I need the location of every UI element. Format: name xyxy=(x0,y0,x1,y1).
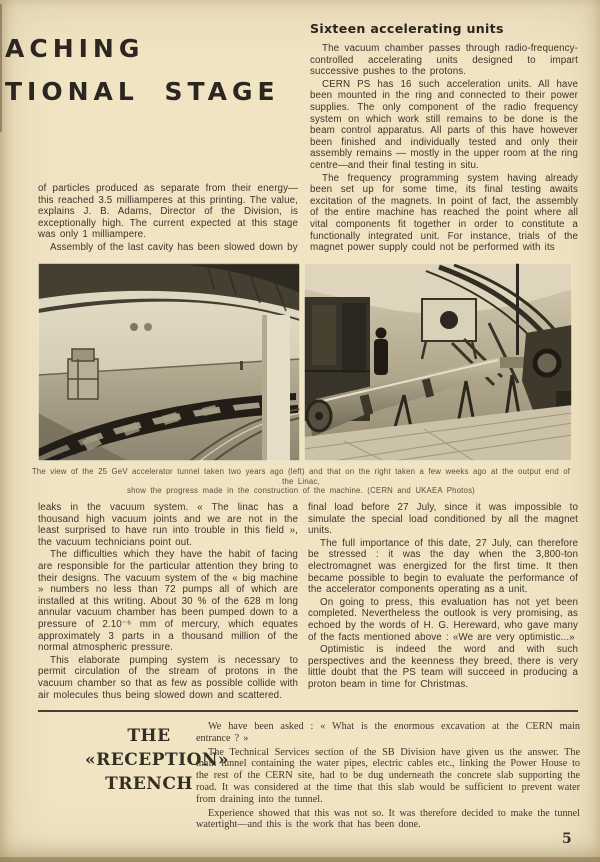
article-paragraph: The frequency programming system having already been set up for some time, its final testing awaits excitation of the magnets. In point of fact, the assembly of the entire machine has reached the point where all vital components fit together in order to constitute a functionally integrated unit. For instance, trials of the magnet power supply could not be performed with its xyxy=(310,172,578,254)
headline-line-2: TIONAL STAGE xyxy=(5,77,280,106)
article-paragraph: final load before 27 July, since it was impossible to simulate the special load conditioned by all the magnet units. xyxy=(308,502,578,537)
column-right-bottom xyxy=(308,502,578,692)
article-paragraph: CERN PS has 16 such acceleration units. All have been mounted in the ring and connected to their power supplies. The only component of the radio frequency system on which work still remains to be done is the beam control apparatus. All parts of this have however been finished and individually tested and only their assembly remains — mostly in the upper room at the ring centre—and their final testing in situ. xyxy=(310,78,578,171)
equipment-rack xyxy=(68,349,98,399)
article-paragraph: Optimistic is indeed the word and with such perspectives and the keenness they breed, there is very little doubt that the PS team will succeed in producing a proton beam in time for Christmas. xyxy=(308,644,578,690)
article-paragraph: This elaborate pumping system is necessary to permit circulation of the stream of protons in the vacuum chamber so that as few as possible collide with air molecules thus being slowed down and scattered. xyxy=(38,654,298,701)
article-headline xyxy=(5,27,280,113)
tunnel-photo xyxy=(38,263,300,461)
article-paragraph: On going to press, this evaluation has not yet been completed. Nevertheless the outlook is very promising, as echoed by the words of H. G. Hereward, who gave many of the facts mentioned above : «We are very optimistic...» xyxy=(308,596,578,643)
article-paragraph: We have been asked : « What is the enormous excavation at the CERN main entrance ? » xyxy=(196,721,580,744)
reception-title-line-3: TRENCH xyxy=(105,774,193,794)
article-paragraph: The difficulties which they have the habit of facing are responsible for the particular attention they bring to their designs. The vacuum system of the « big machine » numbers no less than 72 pumps all of which are installed at this writing. About 30 % of the 628 m long annular vacuum chamber has been pumped down to a pressure of 2.10⁻⁶ mm of mercury, which equates approximately 3 parts in a thousand million of the normal atmospheric pressure. xyxy=(38,549,298,654)
linac-photo-illustration xyxy=(304,263,572,461)
scan-edge-artifact xyxy=(0,4,2,132)
section-divider-rule xyxy=(38,710,578,712)
reception-title-line-1: THE xyxy=(127,726,171,746)
article-paragraph: The Technical Services section of the SB Division have given us the answer. The main tunnel containing the water pipes, electric cables etc., linking the Power House to the rest of the CERN site, had to be dug underneath the concrete slab supporting the road. It was considered at the time that this slab would be sufficient to prevent water from draining into the tunnel. xyxy=(196,746,580,805)
article-paragraph: leaks in the vacuum system. « The linac has a thousand high vacuum joints and we are not in the least surprised to have run into trouble in this field », the vacuum technicians point out. xyxy=(38,502,298,548)
tunnel-photo-illustration xyxy=(38,263,300,461)
column-left-bottom xyxy=(38,502,298,702)
photo-caption-line-1: The view of the 25 GeV accelerator tunnel taken two years ago (left) and that on the right taken a few weeks ago at the output end of the Linac, xyxy=(31,467,571,486)
reception-title-line-2: «RECEPTION» xyxy=(85,750,230,770)
article-paragraph: of particles produced as separate from their energy— this reached 3.5 milliamperes at this printing. The value, explains J. B. Adams, Director of the Division, is exceptionally high. The current expected at this stage was only 1 milliampere. xyxy=(38,183,298,241)
photo-caption xyxy=(28,467,574,496)
section-heading: Sixteen accelerating units xyxy=(310,21,504,36)
photo-caption-line-2: show the progress made in the construction of the machine. (CERN and UKAEA Photos) xyxy=(127,486,475,496)
headline-line-1: ACHING xyxy=(5,34,145,63)
page-number: 5 xyxy=(562,831,572,847)
column-left-top xyxy=(38,183,298,255)
reception-trench-text xyxy=(196,721,580,833)
reception-trench-title xyxy=(85,724,230,796)
article-paragraph: The vacuum chamber passes through radio-frequency-controlled accelerating units designed to impart successive pushes to the protons. xyxy=(310,43,578,78)
article-paragraph: Experience showed that this was not so. It was therefore decided to make the tunnel watertight—and this is the work that has been done. xyxy=(196,807,580,831)
column-right-top xyxy=(310,22,578,255)
technician-figure xyxy=(374,328,388,376)
article-paragraph: The full importance of this date, 27 July, can therefore be stressed : it was the day when the 3,800-ton electromagnet was energized for the first time. It then became possible to begin to evaluate the performance of the accelerator components operating as a unit. xyxy=(308,537,578,596)
scan-bottom-edge xyxy=(0,857,600,862)
article-paragraph: Assembly of the last cavity has been slowed down by xyxy=(50,241,298,253)
linac-photo xyxy=(304,263,572,461)
